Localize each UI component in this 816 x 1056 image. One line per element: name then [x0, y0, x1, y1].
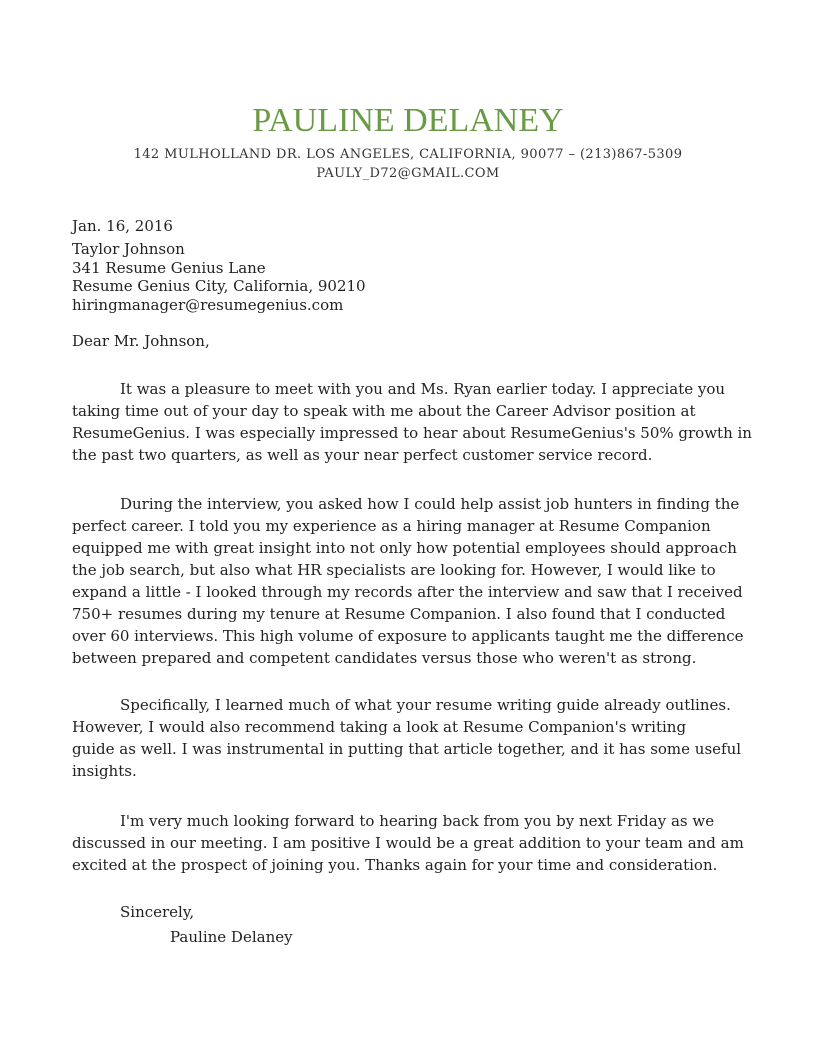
paragraph-line: expand a little - I looked through my records after the interview and saw that I received	[72, 583, 743, 601]
sender-contact-block	[0, 145, 816, 183]
paragraph-line: insights.	[72, 762, 137, 780]
paragraph-line: guide as well. I was instrumental in putting that article together, and it has some useful	[72, 740, 742, 758]
body-paragraph-3	[72, 694, 741, 782]
body-paragraph-1	[72, 378, 752, 466]
paragraph-line: 750+ resumes during my tenure at Resume Companion. I also found that I conducted	[72, 605, 726, 623]
sender-name: PAULINE DELANEY	[252, 102, 564, 139]
salutation: Dear Mr. Johnson,	[72, 332, 210, 350]
sender-email: PAULY_D72@GMAIL.COM	[316, 166, 500, 181]
recipient-name: Taylor Johnson	[72, 240, 185, 258]
body-paragraph-2	[72, 493, 744, 669]
paragraph-line: the past two quarters, as well as your near perfect customer service record.	[72, 446, 653, 464]
closing: Sincerely,	[120, 903, 195, 921]
recipient-email: hiringmanager@resumegenius.com	[72, 295, 344, 314]
sender-address: 142 MULHOLLAND DR. LOS ANGELES, CALIFORNIA, 90077 – (213)867-5309	[133, 147, 683, 162]
paragraph-line: equipped me with great insight into not only how potential employees should approach	[72, 539, 737, 557]
paragraph-line: During the interview, you asked how I could help assist job hunters in finding the	[120, 495, 740, 513]
paragraph-line: taking time out of your day to speak with me about the Career Advisor position at	[72, 402, 696, 420]
paragraph-line: ResumeGenius. I was especially impressed to hear about ResumeGenius's 50% growth in	[72, 424, 752, 442]
letter-date: Jan. 16, 2016	[72, 217, 173, 235]
paragraph-line: It was a pleasure to meet with you and Ms. Ryan earlier today. I appreciate you	[120, 380, 726, 398]
paragraph-line: between prepared and competent candidates versus those who weren't as strong.	[72, 649, 697, 667]
body-paragraph-4	[72, 810, 744, 876]
recipient-block	[72, 240, 366, 314]
paragraph-line: perfect career. I told you my experience as a hiring manager at Resume Companion	[72, 517, 711, 535]
paragraph-line: Specifically, I learned much of what your resume writing guide already outlines.	[120, 696, 731, 714]
paragraph-line: I'm very much looking forward to hearing back from you by next Friday as we	[120, 812, 715, 830]
signature-name: Pauline Delaney	[170, 928, 293, 946]
paragraph-line: the job search, but also what HR specialists are looking for. However, I would like to	[72, 561, 716, 579]
recipient-city-state-zip: Resume Genius City, California, 90210	[72, 277, 366, 295]
paragraph-line: excited at the prospect of joining you. Thanks again for your time and consideration.	[72, 856, 718, 874]
paragraph-line: However, I would also recommend taking a look at Resume Companion's writing	[72, 718, 687, 736]
paragraph-line: discussed in our meeting. I am positive I would be a great addition to your team and am	[72, 834, 744, 852]
recipient-street: 341 Resume Genius Lane	[72, 258, 266, 277]
paragraph-line: over 60 interviews. This high volume of exposure to applicants taught me the difference	[72, 627, 744, 645]
